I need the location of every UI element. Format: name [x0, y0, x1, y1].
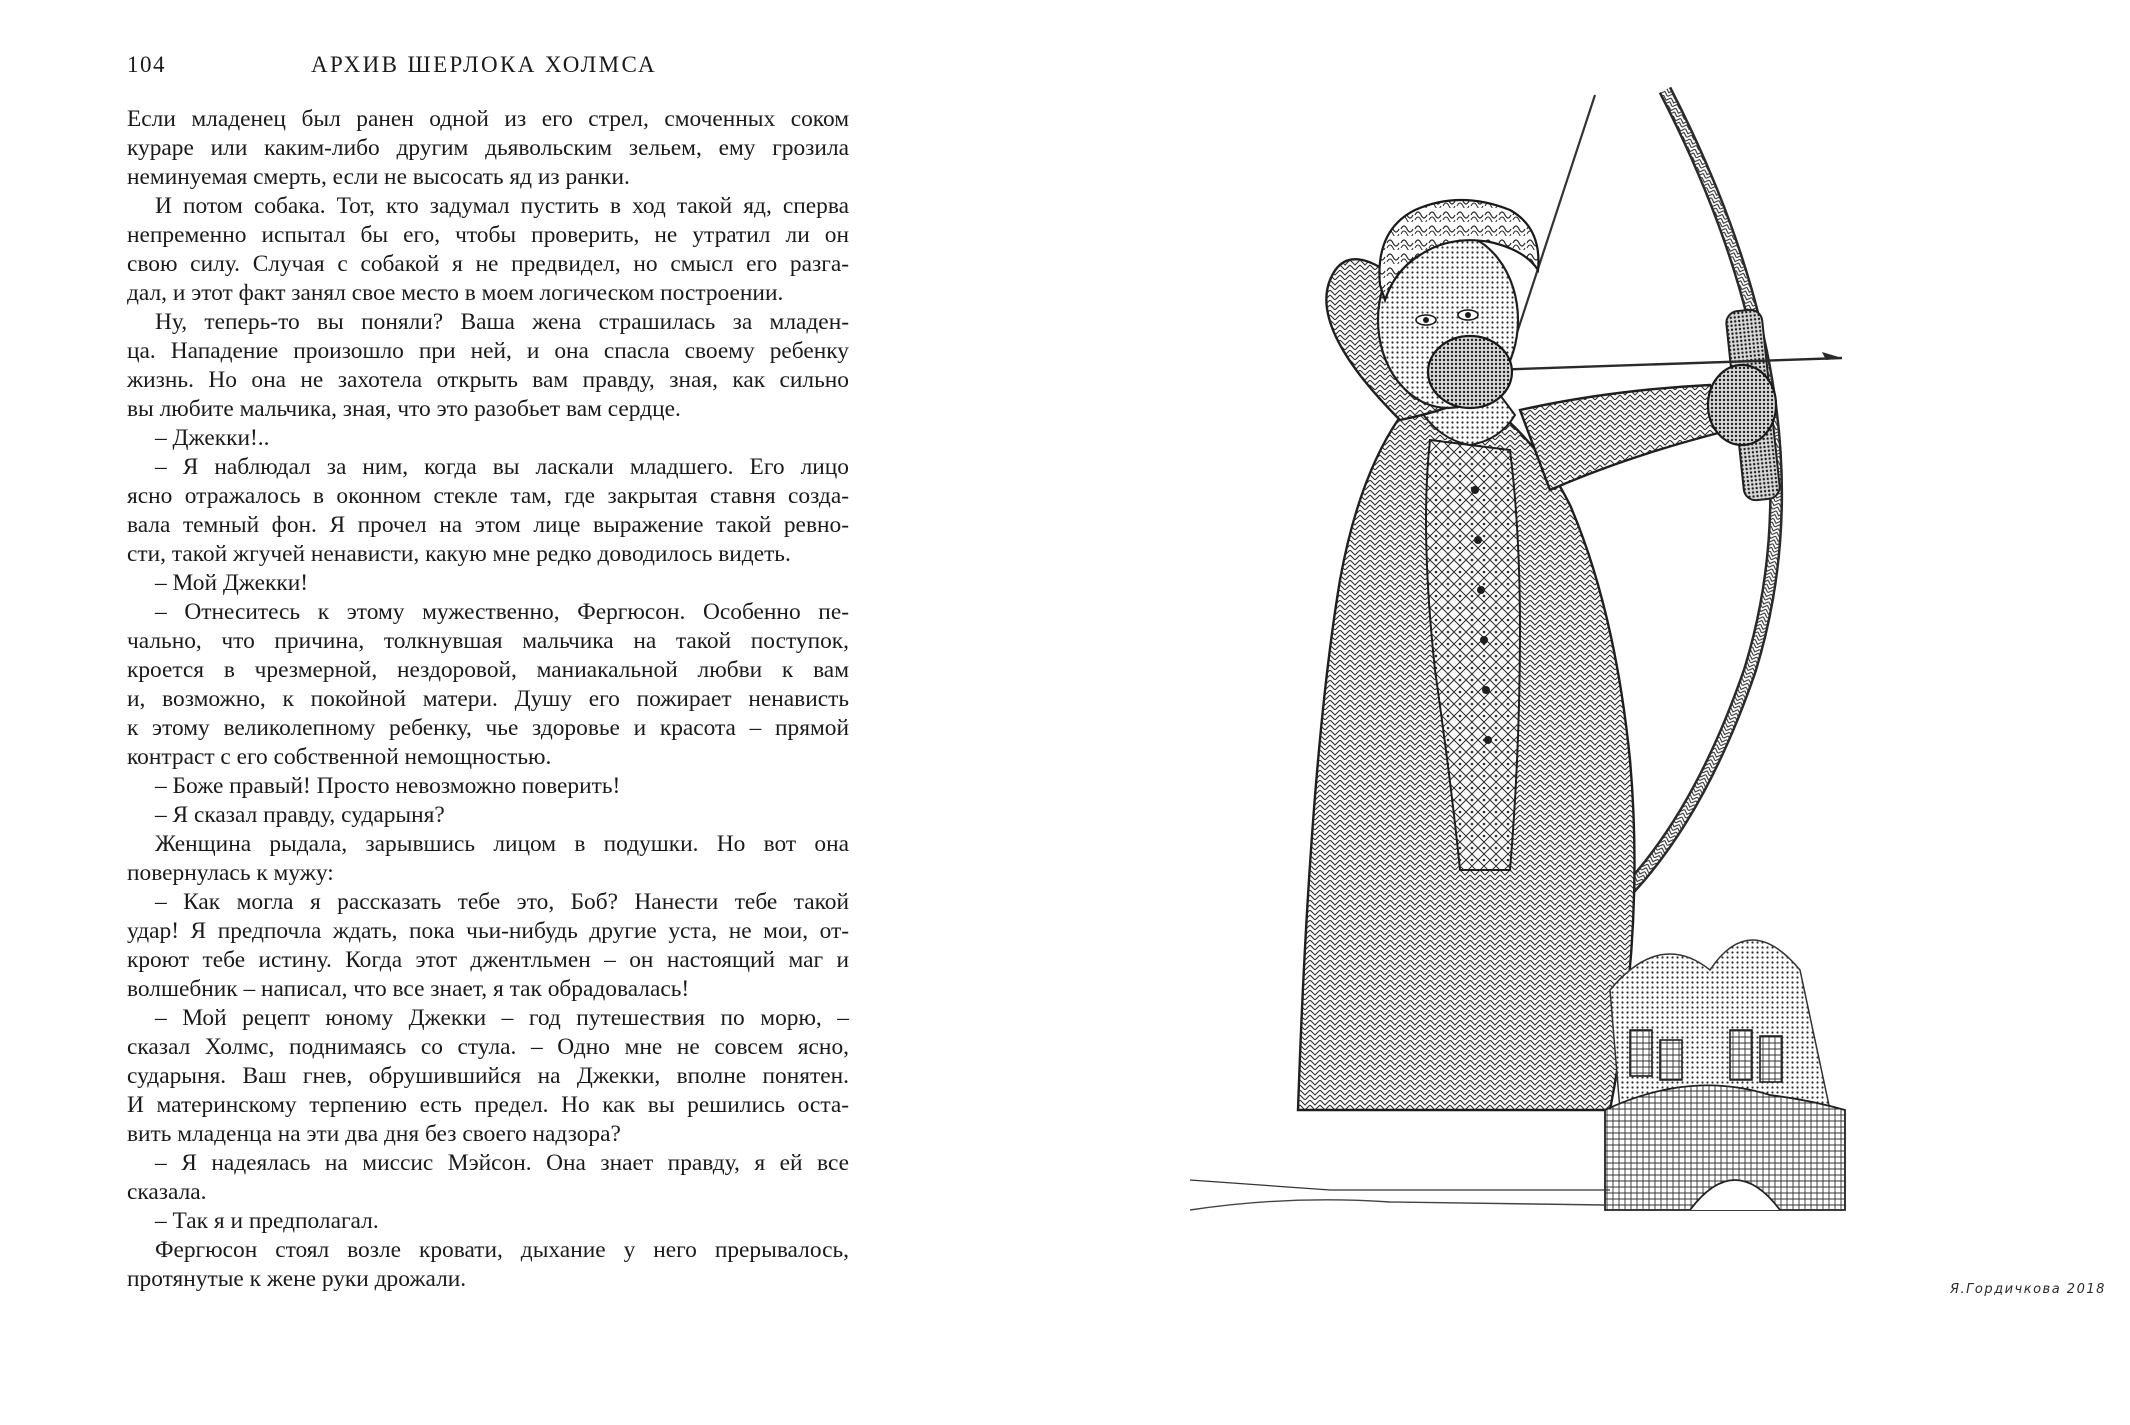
text-line: И потом собака. Тот, кто задумал пустить в ход такой яд, сперва [155, 193, 849, 219]
text-line: чально, что причина, толкнувшая мальчика на такой поступок, [127, 628, 849, 654]
text-line: – Так я и предполагал. [155, 1208, 379, 1234]
text-line: удар! Я предпочла ждать, пока чьи-нибудь другие уста, не мои, от- [127, 918, 849, 944]
text-line: – Как могла я рассказать тебе это, Боб? Нанести тебе такой [155, 889, 849, 915]
artist-signature [1950, 1277, 2130, 1299]
text-line: дал, и этот факт занял свое место в моем логическом построении. [127, 280, 784, 306]
text-line: – Я наблюдал за ним, когда вы ласкали младшего. Его лицо [155, 454, 849, 480]
text-line: Ну, теперь-то вы поняли? Ваша жена страшилась за младен- [155, 309, 849, 335]
text-line: неминуемая смерть, если не высосать яд из ранки. [127, 164, 630, 190]
text-line: жизнь. Но она не захотела открыть вам правду, зная, как сильно [127, 367, 849, 393]
text-line: – Боже правый! Просто невозможно поверить! [155, 773, 621, 799]
text-line: вы любите мальчика, зная, что это разобьет вам сердце. [127, 396, 681, 422]
text-line: протянутые к жене руки дрожали. [127, 1266, 467, 1292]
text-line: повернулась к мужу: [127, 860, 334, 886]
archer-illustration [1190, 110, 1850, 1310]
text-line: сударыня. Ваш гнев, обрушившийся на Джекки, вполне понятен. [127, 1063, 849, 1089]
text-line: вала темный фон. Я прочел на этом лице выражение такой ревно- [127, 512, 849, 538]
text-line: – Мой Джекки! [155, 570, 309, 596]
running-title: АРХИВ ШЕРЛОКА ХОЛМСА [311, 52, 658, 77]
text-line: сти, такой жгучей ненависти, какую мне редко доводилось видеть. [127, 541, 791, 567]
body-text [127, 105, 849, 1294]
text-line: – Джекки!.. [155, 425, 270, 451]
text-line: И материнскому терпению есть предел. Но как вы решились оста- [127, 1092, 849, 1118]
text-line: вить младенца на эти два дня без своего надзора? [127, 1121, 621, 1147]
text-line: сказала. [127, 1179, 207, 1205]
text-line: контраст с его собственной немощностью. [127, 744, 552, 770]
svg-text:Я.Гордичкова 2018: Я.Гордичкова 2018 [1950, 1282, 2106, 1297]
text-line: ца. Нападение произошло при ней, и она спасла своему ребенку [127, 338, 849, 364]
text-line: волшебник – написал, что все знает, я так обрадовалась! [127, 976, 690, 1002]
text-line: и, возможно, к покойной матери. Душу его пожирает ненависть [127, 686, 849, 712]
text-line: кроют тебе истину. Когда этот джентльмен – он настоящий маг и [127, 947, 849, 973]
text-line: – Я сказал правду, сударыня? [155, 802, 445, 828]
page-number: 104 [127, 52, 166, 77]
text-line: кроется в чрезмерной, нездоровой, маниакальной любви к вам [127, 657, 849, 683]
text-line: – Я надеялась на миссис Мэйсон. Она знает правду, я ей все [155, 1150, 849, 1176]
text-line: непременно испытал бы его, чтобы проверить, не утратил ли он [127, 222, 849, 248]
text-line: Если младенец был ранен одной из его стрел, смоченных соком [127, 106, 849, 132]
text-line: свою силу. Случая с собакой я не предвидел, но смысл его разга- [127, 251, 849, 277]
text-line: сказал Холмс, поднимаясь со стула. – Одно мне не совсем ясно, [127, 1034, 849, 1060]
text-line: кураре или каким-либо другим дьявольским зельем, ему грозила [127, 135, 849, 161]
text-line: Женщина рыдала, зарывшись лицом в подушки. Но вот она [155, 831, 849, 857]
left-page [0, 0, 1000, 1425]
text-line: ясно отражалось в оконном стекле там, где закрытая ставня созда- [127, 483, 849, 509]
right-page [1000, 0, 2106, 1425]
text-line: – Отнеситесь к этому мужественно, Фергюсон. Особенно пе- [155, 599, 849, 625]
text-line: – Мой рецепт юному Джекки – год путешествия по морю, – [155, 1005, 849, 1031]
text-line: к этому великолепному ребенку, чье здоровье и красота – прямой [127, 715, 849, 741]
text-line: Фергюсон стоял возле кровати, дыхание у него прерывалось, [155, 1237, 849, 1263]
running-head [127, 52, 847, 86]
